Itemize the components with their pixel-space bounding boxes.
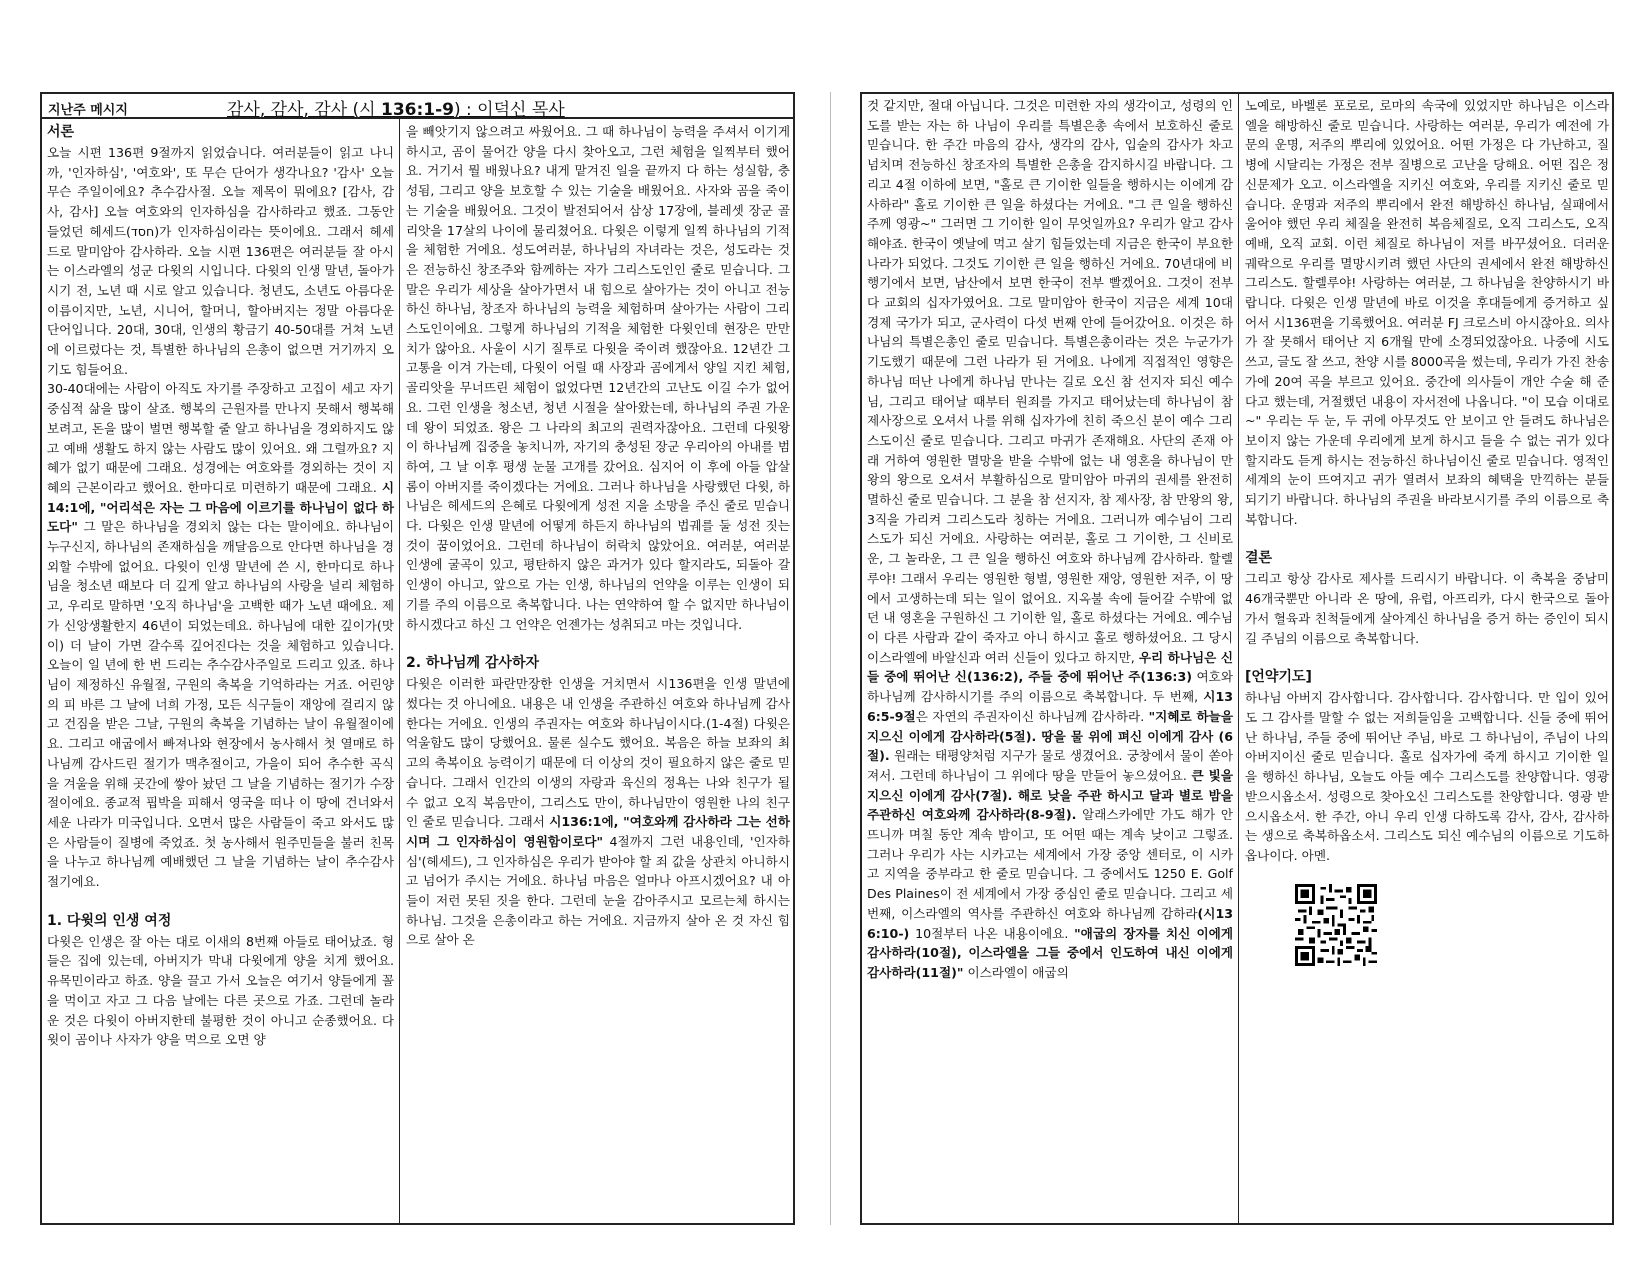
section-label: 지난주 메시지 <box>48 103 128 118</box>
bulletin-page-left <box>40 92 795 1225</box>
column-right-2 <box>1240 94 1614 1225</box>
section-1-paragraph: 다윗은 인생은 잘 아는 대로 이새의 8번째 아들로 태어났죠. 형들은 집에 있는데, 아버지가 막내 다윗에게 양을 치게 했어요. 유목민이라고 하죠. 양을 끌고 가서 오늘은 여기서 양들에게 꼴을 먹이고 자고 그 다음 날에는 다른 곳으로 가죠. 그런데 놀라운 것은 다윗이 아버지한테 불평한 것이 아니고 순종했어요. 다윗이 곰이나 사자가 양을 먹으로 오면 양 <box>47 933 394 1048</box>
column-divider <box>399 119 400 1225</box>
heading-intro: 서론 <box>47 124 75 140</box>
heading-section-1: 1. 다윗의 인생 여정 <box>47 912 172 929</box>
prayer-paragraph: 하나님 아버지 감사합니다. 감사합니다. 감사합니다. 만 입이 있어도 그 감사를 말할 수 없는 저희들임을 고백합니다. 신들 중에 뛰어난 하나님, 주들 중에 뛰어난 주님, 바로 그 하나님이, 주님이 나의 아버지이신 줄로 믿습니다. 홀로 십자가에 죽게 하시고 기이한 일을 행하신 하나님, 오늘도 아들 예수 그리스도를 찬양합니다. 영광 받으시옵소서. 성령으로 찾아오신 그리스도를 찬양합니다. 영광 받으시옵소서. 한 주간, 아니 우리 인생 다하도록 감사, 감사, 감사하는 생으로 축복하옵소서. 그리스도 되신 예수님의 이름으로 기도하옵나이다. 아멘. <box>1245 690 1609 863</box>
section-2-paragraph: 다윗은 이러한 파란만장한 인생을 거치면서 시136편을 인생 말년에 썼다는 것 아니에요. 내용은 내 인생을 주관하신 여호와 하나님께 감사한다는 거에요. 인생의 주권자는 여호와 하나님이시다.(1-4절) 다윗은 억울함도 많이 당했어요. 물론 실수도 했어요. 복음은 하늘 보좌의 최고의 축복이요 능력이기 때문에 더 이상의 것이 필요하지 않은 줄로 믿습니다. 그래서 인간의 이생의 자랑과 육신의 정욕는 나와 친구가 될 수 없고 오직 복음만이, 그리스도 만이, 하나님만이 영원한 나의 친구인 줄로 믿습니다. 그래서 시136:1에, "여호와께 감사하라 그는 선하시며 그 인자하심이 영원함이로다" 4절까지 그런 내용인데, '인자하심'(헤세드), 그 인자하심은 우리가 받아야 할 죄 값을 상관치 아니하시고 넘어가 주시는 거에요. 하나님 마음은 얼마나 아프시겠어요? 내 아들이 저런 못된 짓을 한다. 그런데 눈을 감아주시고 모르는체 하시는 하나님. 그것을 은총이라고 하는 거에요. 지금까지 살아 온 것 자신 힘으로 살아 온 <box>406 676 790 948</box>
column-right-1 <box>862 94 1238 1225</box>
section-2-continued-2: 노예로, 바벨론 포로로, 로마의 속국에 있었지만 하나님은 이스라엘을 해방하신 줄로 믿습니다. 사랑하는 여러분, 우리가 예전에 가문의 운명, 저주의 뿌리에 있었어요. 어떤 가정은 다 가난하고, 질병에 시달리는 가정은 전부 질병으로 고난을 당해요. 어떤 집은 정신문제가 오고. 이스라엘을 지키신 여호와, 우리를 지키신 줄로 믿습니다. 운명과 저주의 뿌리에서 완전 해방하신 하나님, 실패에서 울어야 했던 우리 체질을 완전히 복음체질로, 오직 그리스도, 오직 예배, 오직 교회. 이런 체질로 하나님이 저를 바꾸셨어요. 더러운 궤락으로 우리를 멸망시키려 했던 사단의 권세에서 완전 해방하신 그리스도. 할렐루야! 사랑하는 여러분, 그 하나님을 찬양하시기 바랍니다. 다윗은 인생 말년에 바로 이것을 후대들에게 증거하고 싶어서 시136편을 기록했어요. 여러분 FJ 크로스비 아시잖아요. 의사가 잘 못해서 태어난 지 6개월 만에 소경되었잖아요. 나중에 시도 쓰고, 글도 잘 쓰고, 찬양 시를 8000곡을 썼는데, 우리가 가진 찬송가에 20여 곡을 부르고 있어요. 중간에 의사들이 개안 수술 해 준다고 했는데, 거절했던 내용이 자서전에 나옵니다. "이 모습 이대로 ~" 우리는 두 눈, 두 귀에 아무것도 안 보이고 안 들려도 하나님은 보이지 않는 가운데 우리에게 보게 하시고 들을 수 없는 귀가 있다 할지라도 듣게 하시는 전능하신 하나님이신 줄로 믿습니다. 영적인 세계의 눈이 뜨여지고 귀가 열려서 보좌의 혜택을 만끽하는 분들 되기기 바랍니다. 하나님의 주권을 바라보시기를 주의 이름으로 축복합니다. <box>1245 98 1609 527</box>
intro-paragraph-2: 30-40대에는 사람이 아직도 자기를 주장하고 고집이 세고 자기중심적 삶을 많이 살죠. 행복의 근원자를 만나지 못해서 행복해 보려고, 돈을 많이 벌면 행복할 줄 알고 하나님을 경외하지도 않고 예배 생활도 하지 않는 사람도 많이 있어요. 왜 그럴까요? 지혜가 없기 때문에 그래요. 성경에는 여호와를 경외하는 것이 지혜의 근본이라고 했어요. 한마디로 미련하기 때문에 그래요. 시14:1에, "어리석은 자는 그 마음에 이르기를 하나님이 없다 하도다" 그 말은 하나님을 경외치 않는 다는 말이에요. 하나님이 누구신지, 하나님의 존재하심을 깨달음으로 안다면 하나님을 경외할 수밖에 없어요. 다윗이 인생 말년에 쓴 시, 한마디로 하나님을 청소년 때보다 더 깊게 알고 하나님의 사랑을 널리 체험하고, 우리로 말하면 '오직 하나님'을 고백한 때가 노년 때에요. 제가 신앙생활한지 46년이 되었는데요. 하나님에 대한 깊이가(맛이) 더 날이 가면 갈수록 깊어진다는 것을 체험하고 있습니다. 오늘이 일 년에 한 번 드리는 추수감사주일로 드리고 있죠. 하나님이 제정하신 유월절, 구원의 축복을 기억하라는 거죠. 어린양의 피 바른 그 날에 너희 가정, 모든 식구들이 재앙에 걸리지 않고 건짐을 받은 그날, 구원의 축복을 기념하는 날이 유월절이에요. 그리고 애굽에서 빠져나와 현장에서 농사해서 첫 열매로 하나님께 감사드린 절기가 맥추절이고, 가을이 되어 추수한 곡식을 겨울을 위해 곳간에 쌓아 놨던 그 날을 기념하는 절기가 수장절이에요. 종교적 핍박을 피해서 영국을 떠나 이 땅에 건너와서 세운 나라가 미국입니다. 오면서 많은 사람들이 죽고 와서도 많은 사람들이 질병에 죽었죠. 첫 농사해서 원주민들을 불러 친목을 나누고 하나님께 예배했던 그 날을 기념하는 날이 추수감사 절기에요. <box>47 381 394 890</box>
heading-section-2: 2. 하나님께 감사하자 <box>406 655 539 672</box>
heading-prayer: [언약기도] <box>1245 669 1312 686</box>
bulletin-page-right <box>860 92 1614 1225</box>
conclusion-paragraph: 그리고 항상 감사로 제사를 드리시기 바랍니다. 이 축복을 중남미 46개국뿐만 아니라 온 땅에, 유럽, 아프리카, 다시 한국으로 돌아가서 혈육과 친척들에게 살아계신 하나님을 증거 하는 증인이 되시길 주님의 이름으로 축복합니다. <box>1245 571 1609 646</box>
page-header <box>42 94 793 119</box>
page-fold-line <box>830 92 831 1225</box>
sermon-title: 감사, 감사, 감사 (시 136:1-9) : 이덕신 목사 <box>227 100 565 120</box>
heading-conclusion: 결론 <box>1245 550 1273 567</box>
column-left-1 <box>42 120 399 1225</box>
column-left-2 <box>401 120 795 1225</box>
qr-code-icon <box>1292 884 1380 966</box>
section-2-continued: 것 같지만, 절대 아닙니다. 그것은 미련한 자의 생각이고, 성령의 인도를 받는 자는 하 나님이 우리를 특별은총 속에서 보호하신 줄로 믿습니다. 한 주간 마음의 감사, 생각의 감사, 입술의 감사가 차고 넘치며 전능하신 창조자의 특별한 은총을 감지하시길 바랍니다. 그리고 4절 이하에 보면, "홀로 큰 기이한 일들을 행하시는 이에게 감사하라" 홀로 기이한 큰 일을 하셨다는 거에요. "그 큰 일을 행하신 주께 영광~" 그러면 그 기이한 일이 무엇일까요? 우리가 알고 감사해야죠. 한국이 옛날에 먹고 살기 힘들었는데 지금은 한국이 부요한 나라가 되었다. 그것도 기이한 큰 일을 행하신 거에요. 70년대에 비행기에서 보면, 남산에서 보면 한국이 전부 빨겠어요. 그것이 전부 다 교회의 십자가였어요. 그로 말미암아 한국이 지금은 세계 10대 경제 국가가 되고, 군사력이 다섯 번째 안에 들어갔어요. 이것은 하나님의 특별은총인 줄로 믿습니다. 특별은총이라는 것은 누군가가 기도했기 때문에 그런 나라가 된 거에요. 나에게 직접적인 영향은 하나님 떠난 나에게 하나님 만나는 길로 오신 참 선지자 되신 예수님, 그리고 태어날 때부터 원죄를 가지고 태어났는데 하나님이 참 제사장으로 오셔서 나를 위해 십자가에 친히 죽으신 분이 예수 그리스도이신 줄로 믿습니다. 그리고 마귀가 존재해요. 사단의 존재 아래 거하여 영원한 멸망을 받을 수밖에 없는 내 영혼을 하나님이 만왕의 왕으로 오셔서 부활하심으로 말미암아 마귀의 권세를 완전히 멸하신 줄로 믿습니다. 그 분을 참 선지자, 참 제사장, 참 만왕의 왕, 3직을 가리켜 그리스도라 칭하는 거에요. 그러니까 예수님이 그리스도가 되신 거에요. 사랑하는 여러분, 홀로 그 기이한, 그 신비로운, 그 놀라운, 그 큰 일을 행하신 여호와 하나님께 감사하라. 할렐루야! 그래서 우리는 영원한 형벌, 영원한 재앙, 영원한 저주, 이 땅에서 고생하는데 되는 일이 없어요. 지옥불 속에 들어갈 수밖에 없던 내 영혼을 구원하신 그 기이한 일, 홀로 하셨다는 거에요. 예수님이 다른 사람과 같이 죽자고 아니 하시고 홀로 행하셨어요. 그 당시 이스라엘에 바알신과 여러 신들이 있다고 하지만, 우리 하나님은 신들 중에 뛰어난 신(136:2), 주들 중에 뛰어난 주(136:3) 여호와 하나님께 감사하시기를 주의 이름으로 축복합니다. 두 번째, 시136:5-9절은 자연의 주권자이신 하나님께 감사하라. "지혜로 하늘을 지으신 이에게 감사하라(5절). 땅을 물 위에 펴신 이에게 감사 (6절). 원래는 태평양처럼 지구가 물로 생겼어요. 궁창에서 물이 쏟아져서. 그런데 하나님이 그 위에다 땅을 만들어 놓으셨어요. 큰 빛을 지으신 이에게 감사(7절). 해로 낮을 주관 하시고 달과 별로 밤을 주관하신 여호와께 감사하라(8-9절). 알래스카에만 가도 해가 안 뜨니까 며칠 동안 계속 밤이고, 또 어떤 때는 계속 낮이고 그렇죠. 그러나 우리가 사는 시카고는 세계에서 가장 중앙 센터로, 이 시카고 지역을 중부라고 한 줄로 믿습니다. 그 중에서도 1250 E. Golf Des Plaines이 전 세계에서 가장 중심인 줄로 믿습니다. 그리고 세 번째, 이스라엘의 역사를 주관하신 여호와 하나님께 감하라(시136:10-) 10절부터 나온 내용이에요. "애굽의 장자를 치신 이에게 감사하라(10절), 이스라엘을 그들 중에서 인도하여 내신 이에게 감사하라(11절)" 이스라엘이 애굽의 <box>867 98 1234 980</box>
intro-paragraph-1: 오늘 시편 136편 9절까지 읽었습니다. 여러분들이 읽고 나니까, '인자하심', '여호와', 또 무슨 단어가 생각나요? '감사' 오늘 무슨 주일이에요? 추수감사절. 오늘 제목이 뭐에요? [감사, 감사, 감사] 오늘 여호와의 인자하심을 감사하라고 했죠. 그동안 들었던 헤세드(חסד)가 인자하심이라는 뜻이에요. 그래서 헤세드로 말미암아 감사하라. 오늘 시편 136편은 여러분들 잘 아시는 이스라엘의 성군 다윗의 시입니다. 다윗의 인생 말년, 돌아가시기 전, 노년 때 시로 알고 있습니다. 청년도, 소년도 아름다운 이름이지만, 노년, 시니어, 할머니, 할아버지는 정말 아름다운 단어입니다. 20대, 30대, 인생의 황금기 40-50대를 거쳐 노년에 이르렀다는 것, 특별한 하나님의 은총이 없으면 거기까지 오기도 힘들어요. <box>47 145 394 377</box>
column-divider <box>1238 94 1239 1225</box>
section-1-continued: 을 빼앗기지 않으려고 싸웠어요. 그 때 하나님이 능력을 주셔서 이기게 하시고, 곰이 물어간 양을 다시 찾아오고, 그런 체험을 일찍부터 했어요. 거기서 뭘 배웠나요? 내게 맡겨진 일을 끝까지 다 하는 성실함, 충성됨, 그리고 양을 보호할 수 있는 기술을 배웠어요. 사자와 곰을 죽이는 기술을 배웠어요. 그것이 발전되어서 삼상 17장에, 블레셋 장군 골리앗을 17살의 나이에 물리쳤어요. 다윗은 이렇게 일찍 하나님의 기적을 체험한 거에요. 성도여러분, 하나님의 자녀라는 것은, 성도라는 것은 전능하신 창조주와 함께하는 자가 그리스도인인 줄로 믿습니다. 그 말은 우리가 세상을 살아가면서 내 힘으로 살아가는 것이 아니고 전능하신 하나님, 창조자 하나님의 능력을 체험하며 살아가는 사람이 그리스도인이에요. 그렇게 하나님의 기적을 체험한 다윗인데 현장은 만만치가 않아요. 사울이 시기 질투로 다윗을 죽이려 했잖아요. 12년간 그 고통을 이겨 가는데, 다윗이 어릴 때 사장과 곰에게서 양일 지킨 체험, 골리앗을 무너뜨린 체험이 없었다면 12년간의 고난도 이길 수가 없어요. 그런 인생을 청소년, 청년 시절을 살아왔는데, 하나님의 주권 가운데 왕이 되었죠. 왕은 그 나라의 최고의 권력자잖아요. 그런데 다윗왕이 하나님께 집중을 놓치니까, 자기의 충성된 장군 우리아의 아내를 범하여, 그 날 이후 평생 눈물 고개를 갔어요. 심지어 이 후에 아들 압살롬이 아버지를 죽이겠다는 거에요. 그러나 하나님을 사랑했던 다윗, 하나님은 헤세드의 은혜로 다윗에게 성전 지을 소망을 주신 줄로 믿습니다. 다윗은 인생 말년에 어떻게 하든지 하나님의 법궤를 둘 성전 짓는 것이 꿈이었어요. 그런데 하나님이 허락치 않았어요. 여러분, 여러분 인생에 굴곡이 있고, 평탄하지 않은 과거가 있다 할지라도, 되돌아 갈 인생이 아니고, 앞으로 가는 인생, 하나님의 언약을 이루는 인생이 되기를 주의 이름으로 축복합니다. 나는 연약하여 할 수 없지만 하나님이 하시겠다고 하신 그 언약은 언젠가는 성취되고 마는 것입니다. <box>406 124 790 632</box>
